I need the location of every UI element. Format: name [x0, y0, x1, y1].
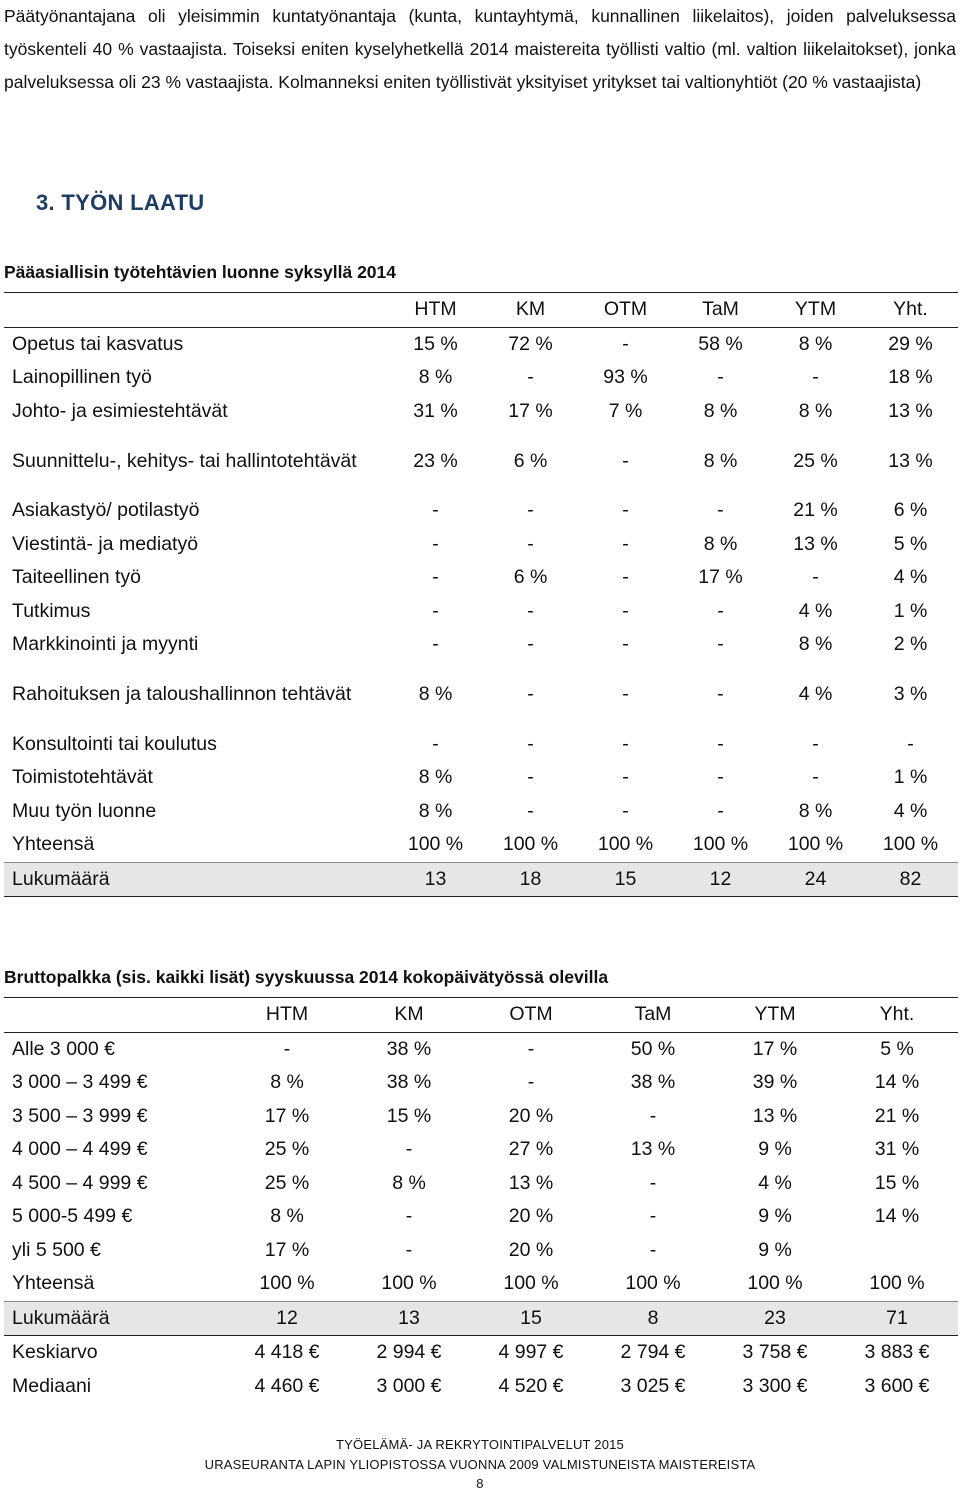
table-cell: -: [717, 599, 724, 622]
table-cell: 5 %: [880, 1037, 914, 1060]
table-cell: -: [405, 1238, 413, 1261]
table-cell: 8 %: [418, 799, 453, 822]
table-cell: 100 %: [597, 833, 654, 856]
table-cell: -: [649, 1238, 657, 1261]
table-cell: -: [717, 683, 724, 705]
row-label: Lukumäärä: [4, 1301, 226, 1336]
table-cell: 8 %: [418, 766, 453, 789]
table-cell: 21 %: [874, 1104, 920, 1127]
table-cell: 9 %: [758, 1138, 792, 1161]
table-row: [4, 828, 958, 862]
table-cell: 100 %: [381, 1272, 437, 1295]
table-cell: -: [527, 532, 534, 555]
table-cell: 25 %: [793, 449, 838, 472]
row-label: 4 500 – 4 999 €: [12, 1171, 148, 1194]
table-cell: 100 %: [625, 1272, 681, 1295]
table-row: [4, 1032, 958, 1066]
header-cell: KM: [348, 998, 470, 1033]
table-cell: -: [622, 732, 629, 755]
table-cell: [836, 1234, 958, 1268]
header-cell: YTM: [768, 293, 863, 328]
row-label: Muu työn luonne: [12, 799, 157, 822]
table-cell: 58 %: [698, 332, 743, 355]
table-row: [4, 1066, 958, 1100]
table-cell: -: [527, 499, 534, 522]
row-label: Lukumäärä: [4, 862, 388, 897]
table-row: [4, 361, 958, 395]
section-heading: 3. TYÖN LAATU: [36, 190, 205, 215]
table-cell: 14 %: [874, 1071, 920, 1094]
table-cell: -: [622, 499, 629, 522]
table-cell: 100 %: [259, 1272, 315, 1295]
table-cell: 8 %: [270, 1205, 304, 1228]
table-cell: -: [527, 732, 534, 755]
table-row: [4, 1133, 958, 1167]
table-cell: -: [432, 732, 439, 755]
table-cell: 31 %: [413, 399, 458, 422]
table-cell: -: [527, 683, 534, 705]
header-cell: TaM: [592, 998, 714, 1033]
table-cell: 29 %: [888, 332, 933, 355]
table-cell: -: [622, 332, 629, 355]
table-cell: 15 %: [874, 1171, 920, 1194]
table-cell: 17 %: [698, 566, 743, 589]
row-label: Opetus tai kasvatus: [12, 332, 184, 355]
row-label: Toimistotehtävät: [12, 766, 153, 789]
row-label: Suunnittelu-, kehitys- tai hallintotehtävät: [12, 449, 357, 472]
table-cell: 4 997 €: [498, 1341, 564, 1364]
table-row: [4, 662, 958, 728]
table-cell: 93 %: [603, 366, 648, 389]
table-cell: -: [432, 633, 439, 656]
table-cell: -: [649, 1171, 657, 1194]
table-cell: -: [432, 499, 439, 522]
table-cell: -: [527, 766, 534, 789]
table-cell: 25 %: [264, 1138, 310, 1161]
table-cell: 27 %: [508, 1138, 554, 1161]
table-cell: 21 %: [793, 499, 838, 522]
table-cell: 17 %: [508, 399, 553, 422]
table-cell: 9 %: [758, 1205, 792, 1228]
table-cell: 3 000 €: [376, 1374, 442, 1397]
table-cell: -: [527, 366, 534, 389]
table-cell: 4 418 €: [254, 1341, 320, 1364]
table-row: [4, 728, 958, 762]
table-cell: -: [405, 1138, 413, 1161]
row-label: Rahoituksen ja taloushallinnon tehtävät: [12, 683, 352, 705]
table-cell: 4 %: [893, 566, 928, 589]
table-cell: 3 300 €: [742, 1374, 808, 1397]
intro-paragraph: [4, 0, 956, 99]
table1-title: Pääasiallisin työtehtävien luonne syksyllä 2014: [4, 262, 396, 282]
table-cell: -: [717, 799, 724, 822]
table-cell: -: [622, 683, 629, 705]
table-cell: 72 %: [508, 332, 553, 355]
table-cell: 2 994 €: [376, 1341, 442, 1364]
table-cell: -: [432, 532, 439, 555]
table-header-row: [4, 998, 958, 1033]
header-cell: TaM: [673, 293, 768, 328]
table-cell: 4 %: [798, 599, 833, 622]
table-cell: 3 758 €: [742, 1341, 808, 1364]
row-label: 4 000 – 4 499 €: [12, 1138, 148, 1161]
table-cell: -: [622, 449, 629, 472]
table-cell: -: [812, 566, 819, 589]
table-cell: 8 %: [798, 399, 833, 422]
table-row: [4, 327, 958, 361]
table-row: [4, 428, 958, 494]
table-cell: -: [405, 1205, 413, 1228]
table-cell: 100 %: [747, 1272, 803, 1295]
row-label: Keskiarvo: [12, 1341, 98, 1364]
table-cell: -: [649, 1205, 657, 1228]
table-cell: -: [622, 799, 629, 822]
table-cell: 20 %: [508, 1104, 554, 1127]
table-cell: 7 %: [608, 399, 643, 422]
table-cell: 12: [673, 862, 768, 897]
table-cell: 23 %: [413, 449, 458, 472]
table-cell: -: [622, 599, 629, 622]
table-cell: -: [622, 766, 629, 789]
table-row: [4, 862, 958, 897]
table-cell: 13 %: [888, 399, 933, 422]
table-cell: 6 %: [893, 499, 928, 522]
row-label: 5 000-5 499 €: [12, 1205, 133, 1228]
table-cell: 100 %: [787, 833, 844, 856]
table-cell: 8 %: [418, 366, 453, 389]
table-cell: 3 025 €: [620, 1374, 686, 1397]
table-cell: 38 %: [386, 1071, 432, 1094]
table-cell: 4 %: [758, 1171, 792, 1194]
table-cell: 3 600 €: [864, 1374, 930, 1397]
table-cell: 13 %: [630, 1138, 676, 1161]
table-cell: -: [283, 1037, 291, 1060]
table-cell: -: [432, 566, 439, 589]
table-cell: 1 %: [893, 766, 928, 789]
table-cell: 15: [470, 1301, 592, 1336]
table-cell: 100 %: [692, 833, 749, 856]
table-cell: 4 520 €: [498, 1374, 564, 1397]
table-row: [4, 1301, 958, 1336]
header-cell: HTM: [388, 293, 483, 328]
table-cell: 13 %: [888, 449, 933, 472]
table-cell: 9 %: [758, 1238, 792, 1261]
salary-table: [4, 997, 958, 1403]
table-cell: 24: [768, 862, 863, 897]
table-cell: -: [812, 732, 819, 755]
row-label: Tutkimus: [12, 599, 91, 622]
table-cell: 3 883 €: [864, 1341, 930, 1364]
row-label: 3 500 – 3 999 €: [12, 1104, 148, 1127]
table-cell: -: [717, 766, 724, 789]
table-cell: 18: [483, 862, 578, 897]
table-cell: 13: [348, 1301, 470, 1336]
row-label: yli 5 500 €: [12, 1238, 101, 1261]
table-row: [4, 1267, 958, 1301]
header-cell: OTM: [578, 293, 673, 328]
table-cell: 4 %: [893, 799, 928, 822]
table-cell: 20 %: [508, 1205, 554, 1228]
table-cell: 39 %: [752, 1071, 798, 1094]
table-cell: -: [649, 1104, 657, 1127]
row-label: Konsultointi tai koulutus: [12, 732, 217, 755]
row-label: Yhteensä: [12, 1272, 95, 1295]
table-cell: 8 %: [798, 799, 833, 822]
table-cell: -: [717, 633, 724, 656]
table-cell: -: [527, 799, 534, 822]
job-tasks-table: [4, 292, 958, 897]
table-cell: -: [622, 633, 629, 656]
table-cell: -: [527, 1037, 535, 1060]
header-cell: KM: [483, 293, 578, 328]
table-cell: 15 %: [413, 332, 458, 355]
row-label: 3 000 – 3 499 €: [12, 1071, 148, 1094]
table-row: [4, 1167, 958, 1201]
table-row: [4, 1100, 958, 1134]
header-cell: YTM: [714, 998, 836, 1033]
table-cell: 5 %: [893, 532, 928, 555]
table-cell: 8 %: [798, 332, 833, 355]
table-row: [4, 1370, 958, 1404]
table-cell: 4 460 €: [254, 1374, 320, 1397]
table-cell: -: [812, 766, 819, 789]
table-cell: -: [812, 366, 819, 389]
table-cell: 8 %: [798, 633, 833, 656]
table-cell: -: [527, 1071, 535, 1094]
row-label: Mediaani: [12, 1374, 92, 1397]
row-label: Alle 3 000 €: [12, 1037, 115, 1060]
table-row: [4, 395, 958, 429]
header-cell: OTM: [470, 998, 592, 1033]
table-row: [4, 494, 958, 528]
table-cell: 6 %: [513, 566, 548, 589]
table-cell: -: [527, 599, 534, 622]
table2-title: Bruttopalkka (sis. kaikki lisät) syyskuussa 2014 kokopäivätyössä olevilla: [4, 967, 609, 987]
table-cell: 25 %: [264, 1171, 310, 1194]
table-cell: 15: [578, 862, 673, 897]
table-cell: 8 %: [703, 532, 738, 555]
table-cell: 14 %: [874, 1205, 920, 1228]
table-row: [4, 1234, 958, 1268]
table-cell: 3 %: [893, 683, 928, 705]
table-cell: -: [717, 732, 724, 755]
table-cell: -: [432, 599, 439, 622]
intro-text: Päätyönantajana oli yleisimmin kuntatyönantaja (kunta, kuntayhtymä, kunnallinen liikelaitos), joiden palveluksessa työskenteli 40 % vastaajista. Toiseksi eniten kyselyhetkellä 2014 maistereita työllisti valtio (ml. valtion liikelaitokset), jonka palveluksessa oli 23 % vastaajista. Kolmanneksi eniten työllistivät yksityiset yritykset tai valtionyhtiöt (20 % vastaajista): [4, 6, 956, 92]
row-label: Markkinointi ja myynti: [12, 633, 199, 656]
header-cell: Yht.: [863, 293, 958, 328]
header-cell-empty: [4, 998, 226, 1033]
table-cell: 38 %: [386, 1037, 432, 1060]
table-cell: 8 %: [703, 399, 738, 422]
footer-organization: TYÖELÄMÄ- JA REKRYTOINTIPALVELUT 2015: [336, 1437, 624, 1452]
table-cell: 6 %: [513, 449, 548, 472]
table-row: [4, 561, 958, 595]
table-cell: -: [622, 566, 629, 589]
table-cell: 100 %: [882, 833, 939, 856]
table-cell: -: [622, 532, 629, 555]
table-cell: 38 %: [630, 1071, 676, 1094]
table-cell: 18 %: [888, 366, 933, 389]
table-cell: 71: [836, 1301, 958, 1336]
table-header-row: [4, 293, 958, 328]
header-cell: Yht.: [836, 998, 958, 1033]
table-row: [4, 1336, 958, 1370]
header-cell: HTM: [226, 998, 348, 1033]
table-cell: 12: [226, 1301, 348, 1336]
table-cell: 50 %: [630, 1037, 676, 1060]
table-cell: 2 794 €: [620, 1341, 686, 1364]
table-cell: 17 %: [264, 1238, 310, 1261]
table-cell: -: [527, 633, 534, 656]
table-cell: 17 %: [264, 1104, 310, 1127]
footer-report-title: URASEURANTA LAPIN YLIOPISTOSSA VUONNA 2009 VALMISTUNEISTA MAISTEREISTA: [204, 1457, 756, 1472]
row-label: Viestintä- ja mediatyö: [12, 532, 199, 555]
table-row: [4, 795, 958, 829]
table-cell: 13 %: [793, 532, 838, 555]
table-cell: 8 %: [418, 683, 453, 705]
row-label: Yhteensä: [12, 833, 95, 856]
table-cell: 15 %: [386, 1104, 432, 1127]
row-label: Lainopillinen työ: [12, 366, 152, 389]
table-cell: -: [907, 732, 914, 755]
table-cell: 8 %: [703, 449, 738, 472]
table-cell: 31 %: [874, 1138, 920, 1161]
table-cell: 13 %: [508, 1171, 554, 1194]
table-cell: 8 %: [270, 1071, 304, 1094]
header-cell-empty: [4, 293, 388, 328]
page-number: 8: [476, 1476, 484, 1491]
table-cell: 13 %: [752, 1104, 798, 1127]
table-cell: 100 %: [869, 1272, 925, 1295]
row-label: Asiakastyö/ potilastyö: [12, 499, 200, 522]
table-cell: 13: [388, 862, 483, 897]
table-cell: 100 %: [407, 833, 464, 856]
table-cell: 20 %: [508, 1238, 554, 1261]
table-cell: 8 %: [392, 1171, 426, 1194]
table-cell: 82: [863, 862, 958, 897]
table-row: [4, 628, 958, 662]
table-row: [4, 595, 958, 629]
table-row: [4, 1200, 958, 1234]
table-cell: 1 %: [893, 599, 928, 622]
row-label: Taiteellinen työ: [12, 566, 141, 589]
table-cell: 100 %: [502, 833, 559, 856]
table-cell: 2 %: [893, 633, 928, 656]
table-cell: 4 %: [798, 683, 833, 705]
row-label: Johto- ja esimiestehtävät: [12, 399, 228, 422]
table-cell: -: [717, 499, 724, 522]
table-cell: 17 %: [752, 1037, 798, 1060]
table-row: [4, 761, 958, 795]
table-cell: 100 %: [503, 1272, 559, 1295]
table-cell: 8: [592, 1301, 714, 1336]
table-cell: -: [717, 366, 724, 389]
table-cell: 23: [714, 1301, 836, 1336]
table-row: [4, 528, 958, 562]
